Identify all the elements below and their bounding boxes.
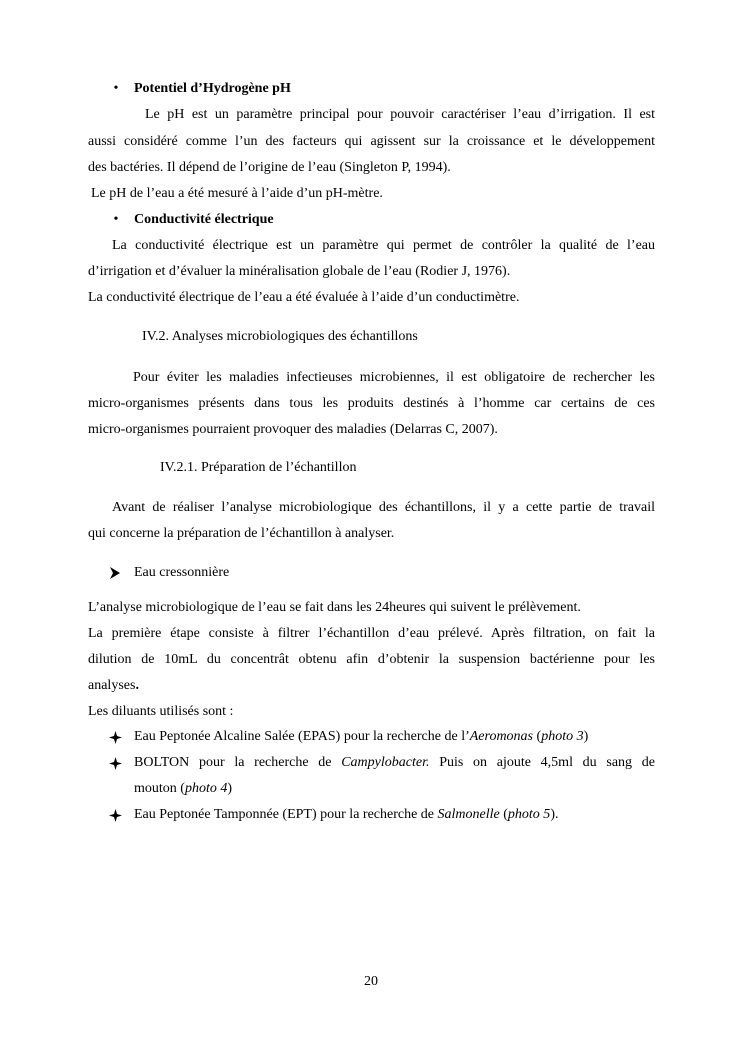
section-heading-conductivity: Conductivité électrique xyxy=(134,212,274,227)
diamond-bullet-icon xyxy=(109,754,123,770)
photo-reference: photo 4 xyxy=(184,781,228,796)
paragraph-line: d’irrigation et d’évaluer la minéralisation globale de l’eau (Rodier J, 1976). xyxy=(88,264,511,279)
photo-reference: photo 3 xyxy=(541,729,584,744)
paragraph-line: aussi considéré comme l’un des facteurs qui agissent sur la croissance et le développement xyxy=(88,134,655,149)
item-text: Eau Peptonée Tamponnée (EPT) pour la recherche de xyxy=(134,807,438,822)
bullet-icon xyxy=(109,80,123,98)
arrow-bullet-icon xyxy=(109,564,123,579)
bullet-icon xyxy=(109,211,123,229)
paragraph-line: Pour éviter les maladies infectieuses microbiennes, il est obligatoire de rechercher les xyxy=(133,370,655,385)
diamond-bullet-icon xyxy=(109,728,123,744)
diamond-bullet-icon xyxy=(109,806,123,822)
item-text: Puis on ajoute 4,5ml du sang de xyxy=(429,755,655,770)
paragraph-line: La conductivité électrique est un paramètre qui permet de contrôler la qualité de l’eau xyxy=(112,238,655,253)
item-organism: Campylobacter. xyxy=(341,755,430,770)
diluent-item-epas xyxy=(134,728,588,746)
paragraph-period: . xyxy=(135,678,139,693)
photo-reference: photo 5 xyxy=(507,807,551,822)
item-organism: Salmonelle xyxy=(437,807,500,822)
section-heading-ph: Potentiel d’Hydrogène pH xyxy=(134,81,291,96)
paragraph-line: La conductivité électrique de l’eau a été évaluée à l’aide d’un conductimètre. xyxy=(88,290,520,305)
paragraph-line: Avant de réaliser l’analyse microbiologique des échantillons, il y a cette partie de travail xyxy=(112,500,655,515)
section-heading-prep: IV.2.1. Préparation de l’échantillon xyxy=(160,460,357,475)
item-text: ( xyxy=(499,807,508,822)
section-heading-micro: IV.2. Analyses microbiologiques des échantillons xyxy=(142,329,418,344)
paragraph-line: Le pH est un paramètre principal pour pouvoir caractériser l’eau d’irrigation. Il est xyxy=(145,107,655,122)
paragraph-line: Les diluants utilisés sont : xyxy=(88,704,234,719)
paragraph-text: analyses xyxy=(88,678,136,693)
paragraph-line: dilution de 10mL du concentrât obtenu afin d’obtenir la suspension bactérienne pour les xyxy=(88,652,655,667)
diluent-item-ept xyxy=(134,806,558,824)
item-text: ) xyxy=(583,729,589,744)
paragraph-line: micro-organismes pourraient provoquer des maladies (Delarras C, 2007). xyxy=(88,422,498,437)
paragraph-line: qui concerne la préparation de l’échantillon à analyser. xyxy=(88,526,395,541)
item-text: ). xyxy=(550,807,559,822)
paragraph-line: La première étape consiste à filtrer l’échantillon d’eau prélevé. Après filtration, on fait la xyxy=(88,626,655,641)
paragraph-line: L’analyse microbiologique de l’eau se fait dans les 24heures qui suivent le prélèvement. xyxy=(88,600,581,615)
item-text: mouton ( xyxy=(134,781,185,796)
paragraph-line xyxy=(88,677,139,695)
diluent-item-bolton xyxy=(134,754,655,772)
item-text: Eau Peptonée Alcaline Salée (EPAS) pour la recherche de l’ xyxy=(134,729,470,744)
paragraph-line: des bactéries. Il dépend de l’origine de l’eau (Singleton P, 1994). xyxy=(88,160,451,175)
paragraph-line: micro-organismes présents dans tous les produits destinés à l’homme car certains de ces xyxy=(88,396,655,411)
page-number: 20 xyxy=(364,974,378,989)
item-text: ( xyxy=(533,729,542,744)
diluent-item-bolton-cont xyxy=(134,780,232,798)
sub-heading-eau-cressonniere: Eau cressonnière xyxy=(134,565,230,580)
item-text: BOLTON pour la recherche de xyxy=(134,755,342,770)
paragraph-line: Le pH de l’eau a été mesuré à l’aide d’un pH-mètre. xyxy=(91,186,383,201)
item-organism: Aeromonas xyxy=(469,729,534,744)
item-text: ) xyxy=(227,781,233,796)
